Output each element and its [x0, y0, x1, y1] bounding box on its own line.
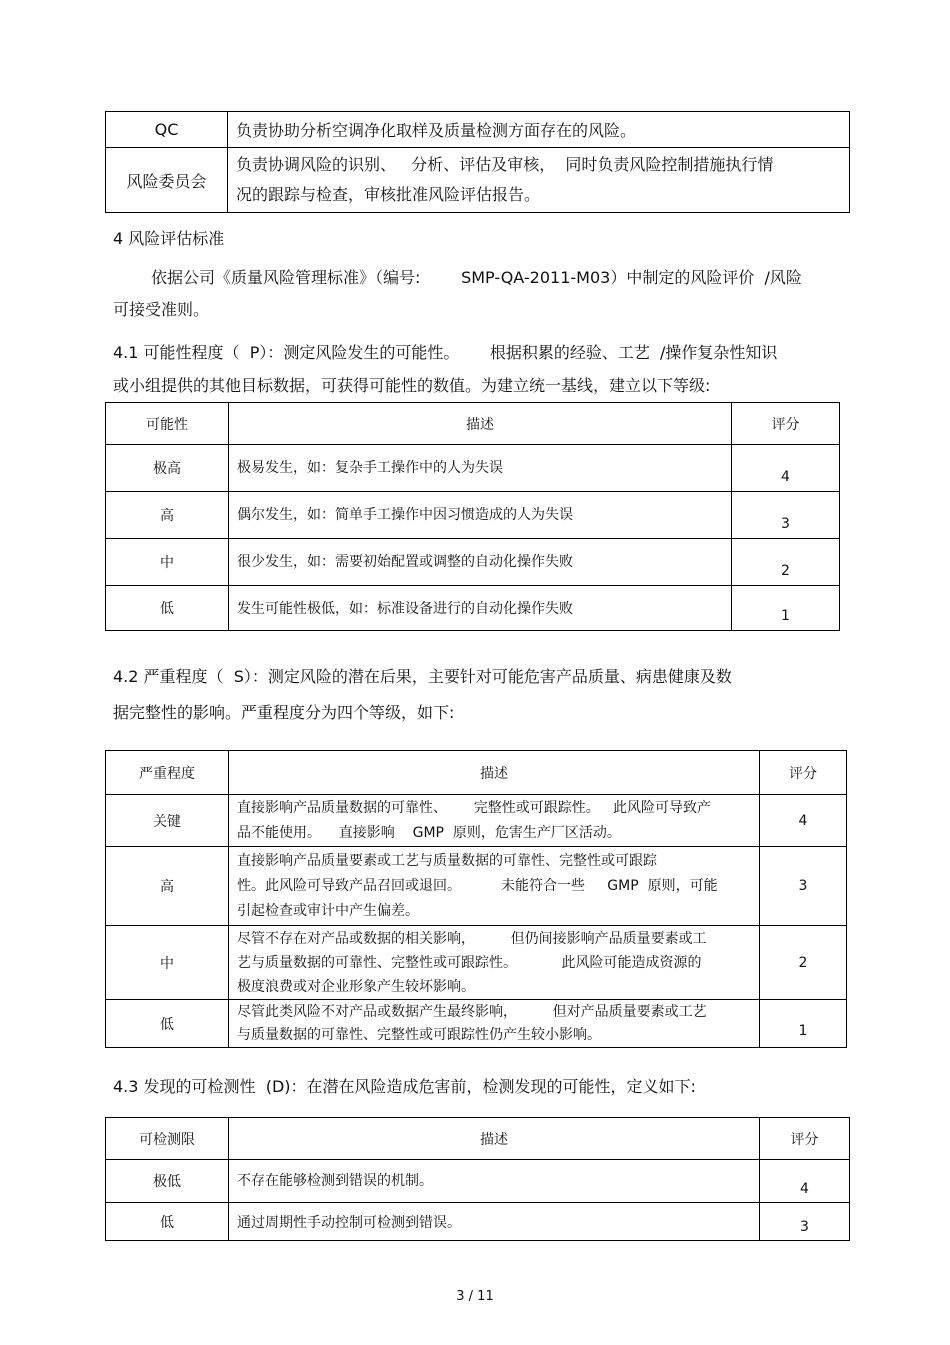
paragraph-line: 4.2 严重程度（ S）：测定风险的潜在后果，主要针对可能危害产品质量、病患健康及数 [113, 667, 732, 686]
header-cell: 评分 [760, 1118, 850, 1160]
desc-line: 引起检查或审计中产生偏差。 [237, 902, 419, 919]
desc-line: 尽管此类风险不对产品或数据产生最终影响， 但对产品质量要素或工艺 [237, 1003, 707, 1020]
level-cell: 低 [106, 586, 229, 631]
table-row [106, 847, 847, 926]
level-cell: 极低 [106, 1160, 229, 1203]
table-row [106, 926, 847, 1000]
paragraph-line: 依据公司《质量风险管理标准》（编号: SMP-QA-2011-M03）中制定的风险评价 /风险 [151, 268, 802, 287]
score-cell: 2 [760, 926, 847, 1000]
detectability-table [105, 1117, 850, 1241]
level-cell: 中 [106, 926, 229, 1000]
role-cell [106, 148, 228, 213]
table-row [106, 586, 840, 631]
probability-table [105, 402, 840, 631]
role-cell [106, 112, 228, 148]
header-cell: 可检测限 [106, 1118, 229, 1160]
score-cell: 3 [760, 1203, 850, 1241]
header-cell: 严重程度 [106, 751, 229, 795]
desc-cell: 不存在能够检测到错误的机制。 [229, 1160, 760, 1203]
desc-line: 直接影响产品质量要素或工艺与质量数据的可靠性、完整性或可跟踪 [237, 852, 657, 869]
level-cell: 关键 [106, 795, 229, 847]
desc-cell: 偶尔发生，如：简单手工操作中因习惯造成的人为失误 [229, 492, 732, 539]
table-row [106, 445, 840, 492]
level-cell: 低 [106, 1000, 229, 1048]
desc-cell: 发生可能性极低，如：标准设备进行的自动化操作失败 [229, 586, 732, 631]
level-cell: 低 [106, 1203, 229, 1241]
header-cell: 描述 [229, 1118, 760, 1160]
paragraph-line: 或小组提供的其他目标数据，可获得可能性的数值。为建立统一基线，建立以下等级: [113, 376, 711, 395]
desc-cell: 极易发生，如：复杂手工操作中的人为失误 [229, 445, 732, 492]
role-label: QC [154, 120, 179, 139]
desc-line: 尽管不存在对产品或数据的相关影响， 但仍间接影响产品质量要素或工 [237, 930, 707, 947]
role-desc-line: 况的跟踪与检查，审核批准风险评估报告。 [236, 185, 541, 204]
page-number: 3 / 11 [456, 1289, 494, 1304]
desc-cell [229, 847, 760, 926]
role-desc: 负责协助分析空调净化取样及质量检测方面存在的风险。 [236, 121, 637, 140]
table-row [106, 148, 850, 213]
header-cell: 描述 [229, 751, 760, 795]
score-cell: 2 [732, 539, 840, 586]
desc-cell: 通过周期性手动控制可检测到错误。 [229, 1203, 760, 1241]
desc-line: 性。此风险可导致产品召回或退回。 未能符合一些 GMP 原则，可能 [237, 877, 718, 894]
desc-line: 极度浪费或对企业形象产生较坏影响。 [237, 978, 475, 995]
table-row [106, 112, 850, 148]
table-row [106, 492, 840, 539]
desc-line: 直接影响产品质量数据的可靠性、 完整性或可跟踪性。 此风险可导致产 [237, 799, 712, 816]
table-header-row [106, 403, 840, 445]
severity-table [105, 750, 847, 1048]
desc-cell: 很少发生，如：需要初始配置或调整的自动化操作失败 [229, 539, 732, 586]
role-desc-cell [228, 112, 850, 148]
table-row [106, 1203, 850, 1241]
score-cell: 1 [732, 586, 840, 631]
score-cell: 4 [760, 795, 847, 847]
header-cell: 评分 [760, 751, 847, 795]
desc-cell [229, 1000, 760, 1048]
table-row [106, 1000, 847, 1048]
roles-table [105, 111, 850, 213]
level-cell: 极高 [106, 445, 229, 492]
paragraph-line: 据完整性的影响。严重程度分为四个等级，如下: [113, 703, 455, 722]
table-row [106, 1160, 850, 1203]
table-header-row [106, 1118, 850, 1160]
level-cell: 高 [106, 492, 229, 539]
desc-cell [229, 926, 760, 1000]
role-label: 风险委员会 [126, 171, 207, 191]
score-cell: 3 [732, 492, 840, 539]
table-row [106, 539, 840, 586]
level-cell: 高 [106, 847, 229, 926]
paragraph-line: 4.3 发现的可检测性 (D)：在潜在风险造成危害前，检测发现的可能性，定义如下: [113, 1077, 696, 1096]
header-cell: 可能性 [106, 403, 229, 445]
table-header-row [106, 751, 847, 795]
level-cell: 中 [106, 539, 229, 586]
header-cell: 评分 [732, 403, 840, 445]
desc-cell [229, 795, 760, 847]
desc-line: 与质量数据的可靠性、完整性或可跟踪性仍产生较小影响。 [237, 1026, 601, 1043]
table-row [106, 795, 847, 847]
header-cell: 描述 [229, 403, 732, 445]
desc-line: 品不能使用。 直接影响 GMP 原则，危害生产厂区活动。 [237, 824, 621, 841]
score-cell: 3 [760, 847, 847, 926]
paragraph-line: 可接受准则。 [113, 300, 210, 319]
paragraph-line: 4.1 可能性程度（ P）：测定风险发生的可能性。 根据积累的经验、工艺 /操作复杂性知识 [113, 343, 778, 362]
role-desc-line: 负责协调风险的识别、 分析、评估及审核， 同时负责风险控制措施执行情 [236, 155, 774, 174]
section-heading: 4 风险评估标准 [113, 229, 225, 248]
desc-line: 艺与质量数据的可靠性、完整性或可跟踪性。 此风险可能造成资源的 [237, 954, 702, 971]
score-cell: 4 [732, 445, 840, 492]
score-cell: 4 [760, 1160, 850, 1203]
role-desc-cell [228, 148, 850, 213]
score-cell: 1 [760, 1000, 847, 1048]
